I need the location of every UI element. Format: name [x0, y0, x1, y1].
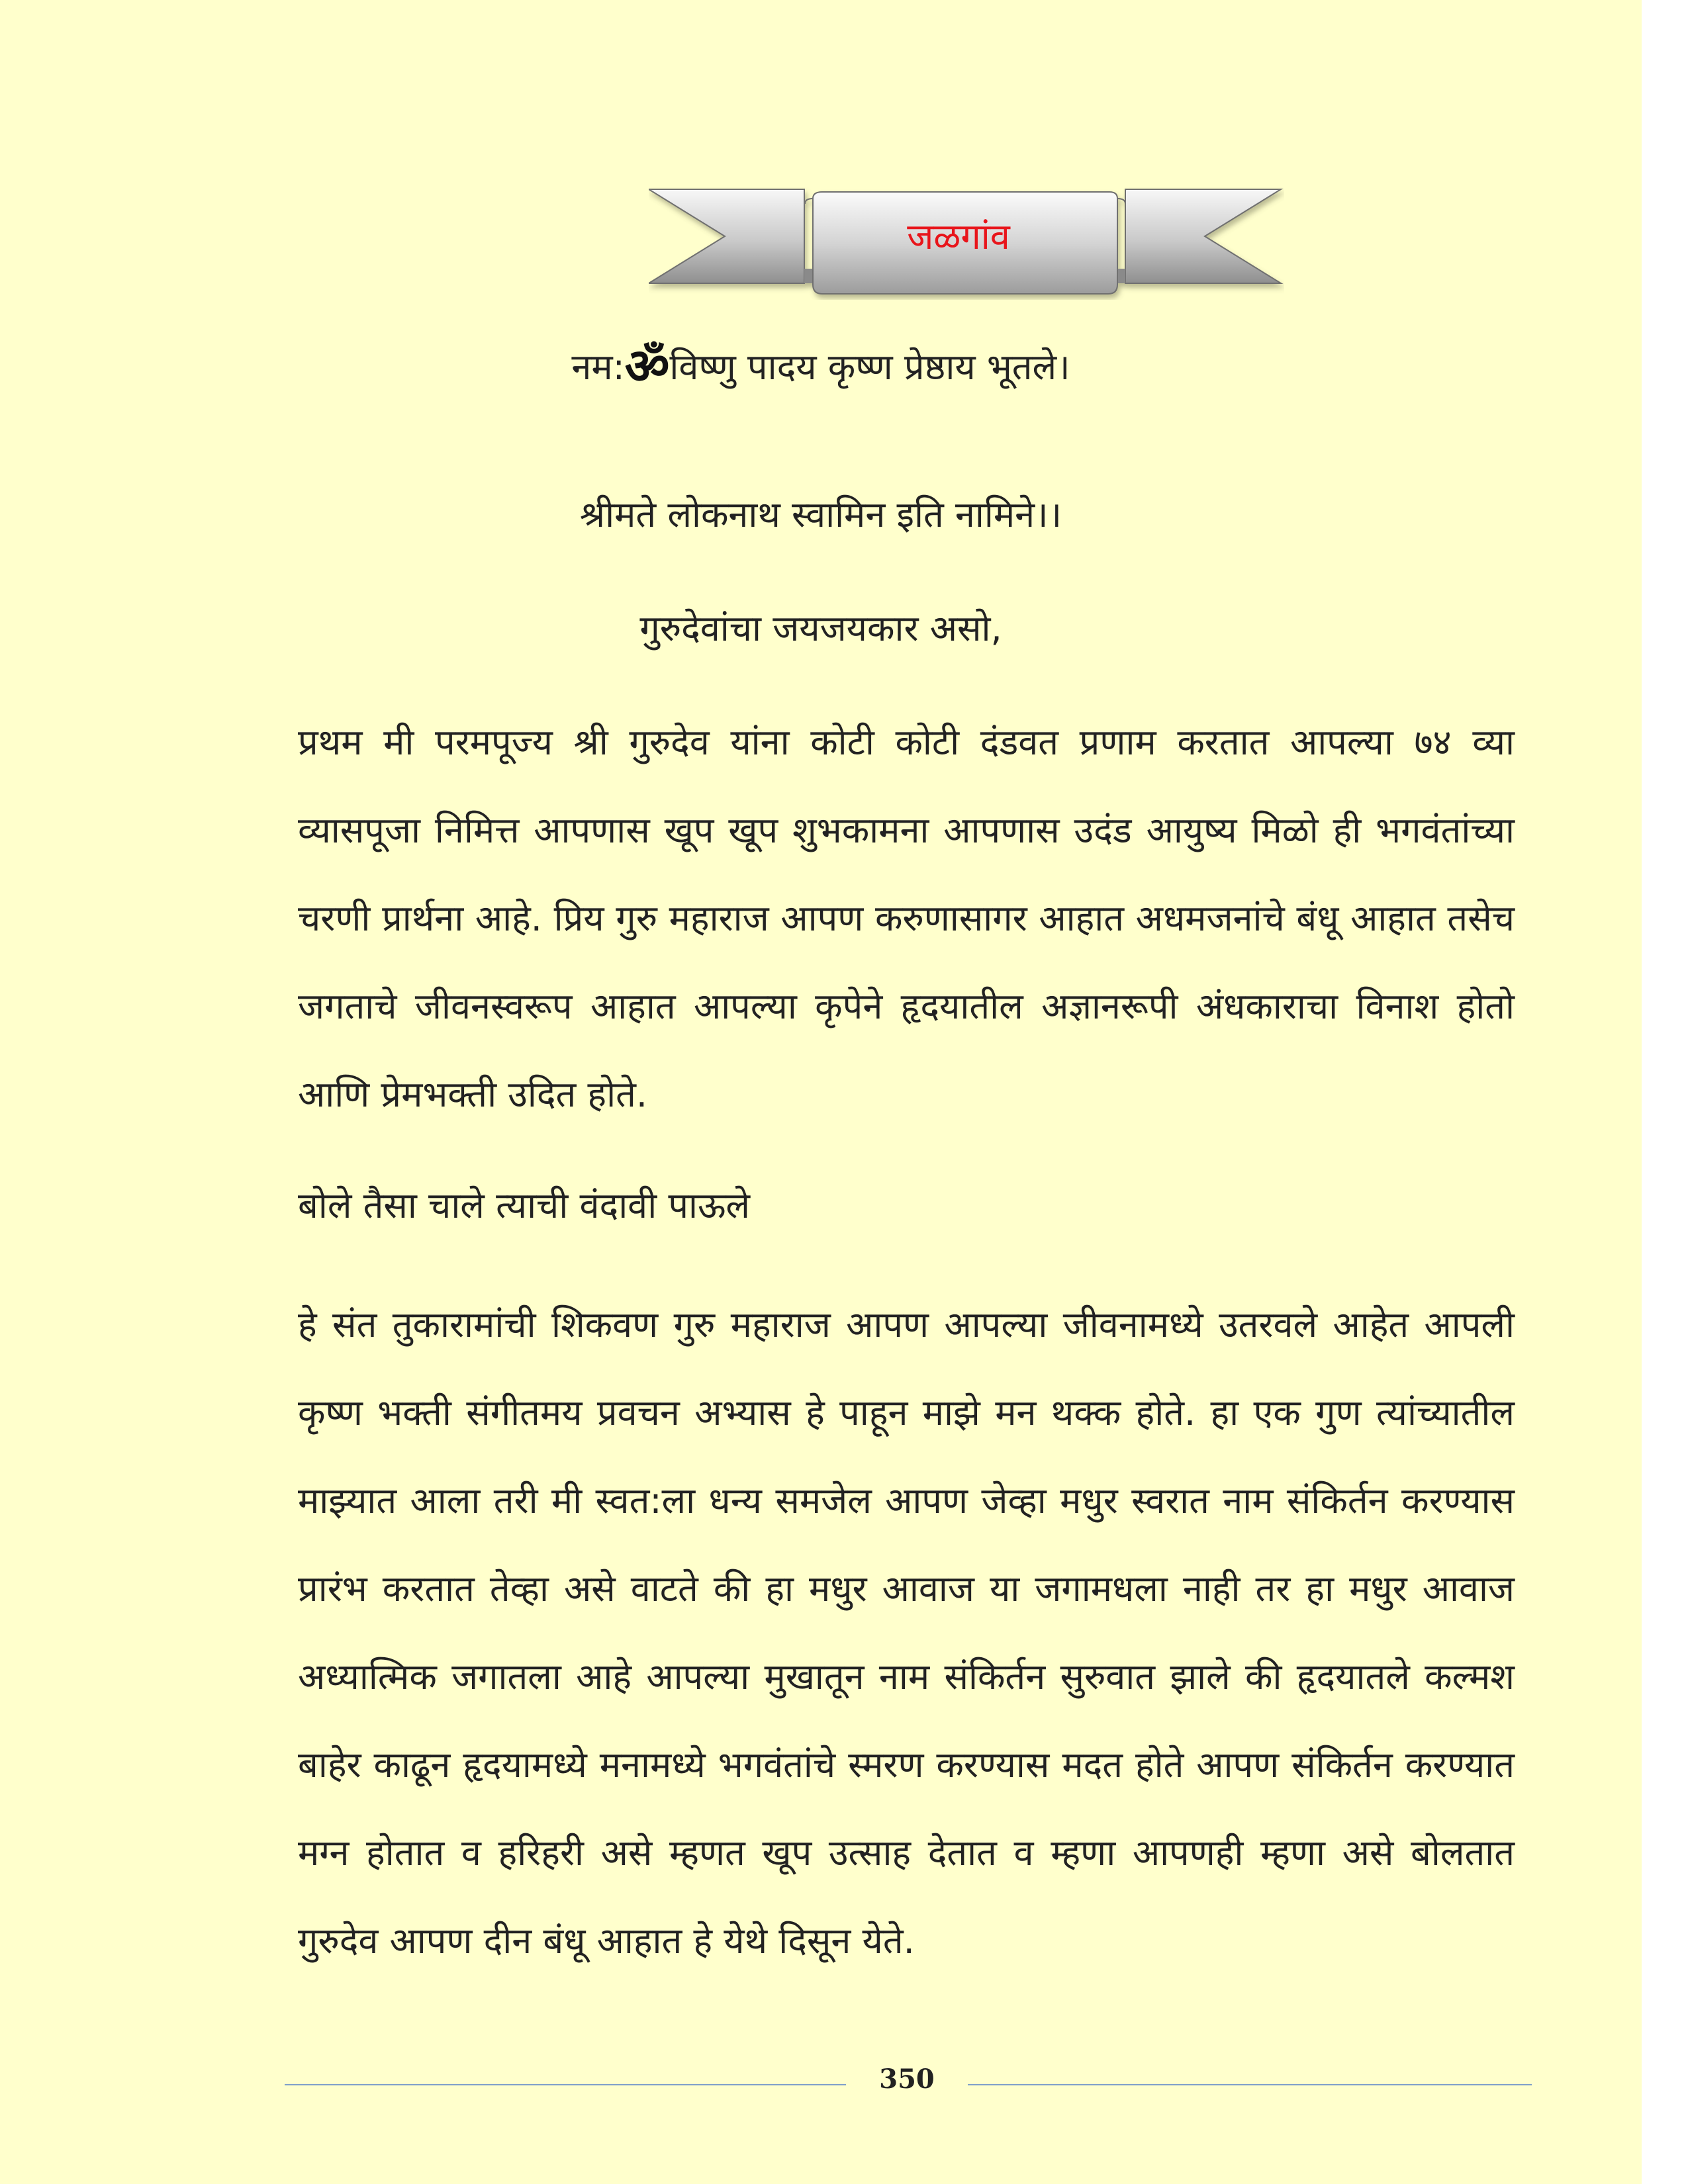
ribbon-banner	[649, 184, 1284, 300]
quote-line: बोले तैसा चाले त्याची वंदावी पाऊले	[298, 1185, 751, 1226]
salutation-line: गुरुदेवांचा जयजयकार असो,	[639, 608, 1002, 649]
banner-title: जळगांव	[907, 216, 1010, 257]
invocation-prefix: नम:	[571, 346, 625, 388]
footer-divider-left	[285, 2084, 846, 2085]
body-paragraph-2: हे संत तुकारामांची शिकवण गुरु महाराज आपण आपल्या जीवनामध्ये उतरवले आहेत आपली कृष्ण भक्ती संगीतमय प्रवचन अभ्यास हे पाहून माझे मन थक्क होते. हा एक गुण त्यांच्यातील माझ्यात आला तरी मी स्वत:ला धन्य समजेल आपण जेव्हा मधुर स्वरात नाम संकिर्तन करण्यास प्रारंभ करतात तेव्हा असे वाटते की हा मधुर आवाज या जगामधला नाही तर हा मधुर आवाज अध्यात्मिक जगातला आहे आपल्या मुखातून नाम संकिर्तन सुरुवात झाले की हृदयातले कल्मश बाहेर काढून हृदयामध्ये मनामध्ये भगवंतांचे स्मरण करण्यास मदत होते आपण संकिर्तन करण्यात मग्न होतात व हरिहरी असे म्हणत खूप उत्साह देतात व म्हणा आपणही म्हणा असे बोलतात गुरुदेव आपण दीन बंधू आहात हे येथे दिसून येते.	[298, 1304, 1515, 1962]
om-symbol-icon: ॐ	[624, 338, 670, 395]
footer-divider-right	[968, 2084, 1532, 2085]
invocation-line-1-text: विष्णु पादय कृष्ण प्रेष्ठाय भूतले।	[669, 346, 1070, 388]
body-paragraph-1: प्रथम मी परमपूज्य श्री गुरुदेव यांना कोटी कोटी दंडवत प्रणाम करतात आपल्या ७४ व्या व्यासपूजा निमित्त आपणास खूप खूप शुभकामना आपणास उदंड आयुष्य मिळो ही भगवंतांच्या चरणी प्रार्थना आहे. प्रिय गुरु महाराज आपण करुणासागर आहात अधमजनांचे बंधू आहात तसेच जगताचे जीवनस्वरूप आहात आपल्या कृपेने हृदयातील अज्ञानरूपी अंधकाराचा विनाश होतो आणि प्रेमभक्ती उदित होते.	[298, 721, 1515, 1115]
page-number: 350	[879, 2064, 935, 2095]
invocation-line-1	[0, 331, 1642, 398]
invocation-line-2: श्रीमते लोकनाथ स्वामिन इति नामिने।।	[579, 494, 1062, 535]
